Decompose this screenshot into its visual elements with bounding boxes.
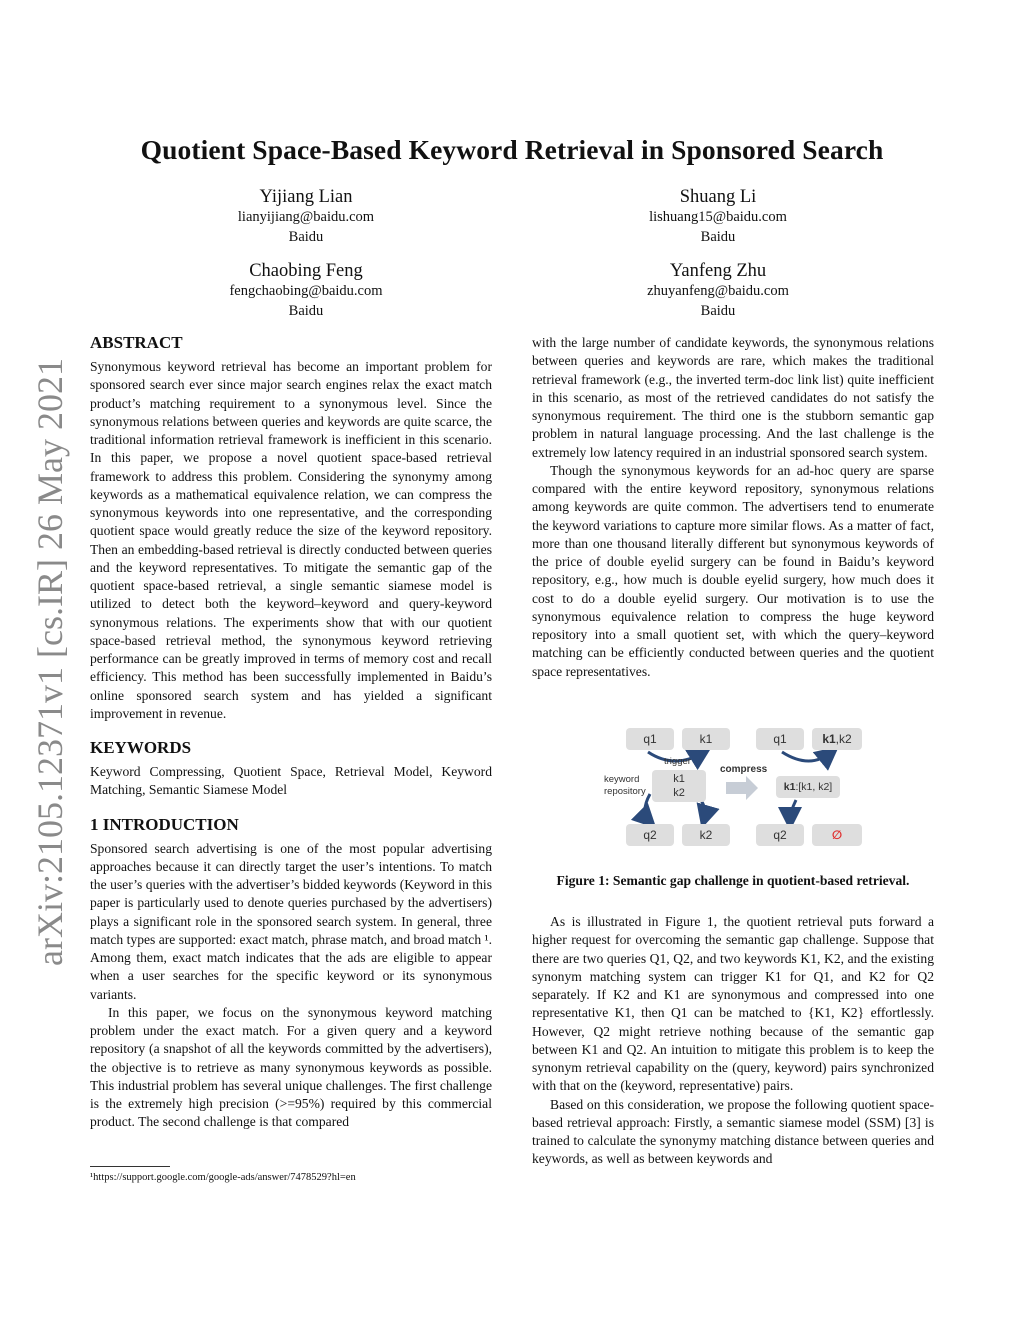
left-column <box>90 332 492 1132</box>
keywords-text: Keyword Compressing, Quotient Space, Retrieval Model, Keyword Matching, Semantic Siamese Model <box>90 764 492 798</box>
right-paragraph-2: Though the synonymous keywords for an ad-hoc query are sparse compared with the entire keyword repository, synonymous relations among keywords are quite common. The advertisers tend to enumerate the keyword variations to capture more similar flows. As a matter of fact, more than one thousand literally different but synonymous keywords of the price of double eyelid surgery can be found in Baidu’s keyword repository, e.g., how much is double eyelid surgery, how much does it cost to do a double eyelid surgery. Our motivation is to use the synonymous equivalence relation to compress the huge keyword repository into a small quotient set, with which the query–keyword matching can be efficiently conducted between queries and the quotient space representatives. <box>532 462 934 679</box>
author-affiliation: Baidu <box>288 303 324 319</box>
down-arrow <box>790 800 796 822</box>
author-email: fengchaobing@baidu.com <box>229 283 383 299</box>
right-column-bottom <box>532 913 934 1169</box>
arxiv-identifier: arXiv:2105.12371v1 [cs.IR] 26 May 2021 <box>30 358 70 966</box>
footnote-rule <box>90 1166 170 1167</box>
author-name: Yanfeng Zhu <box>669 261 767 281</box>
right-query-box: q1 <box>756 728 804 750</box>
figure-1 <box>600 722 870 856</box>
author-name: Chaobing Feng <box>249 261 363 281</box>
right-column-top <box>532 334 934 681</box>
repo-label-line-1: keyword <box>604 774 640 785</box>
keywords-heading: KEYWORDS <box>90 738 192 757</box>
right-paragraph-3: As is illustrated in Figure 1, the quotient retrieval puts forward a higher request for overcoming the semantic gap challenge. Suppose that there are two queries Q1, Q2, and two keywords K1, K2, and the existing synonym matching system can trigger K1 for Q1, and K2 for Q2 separately. If K2 and K1 are synonymous and compressed into one representative K1, then Q1 can be matched to {K1, K2} effortlessly. However, Q2 might retrieve nothing because of the semantic gap between K1 and Q2. An intuition to mitigate this problem is to keep the synonym retrieval capability on the (query, keyword) pairs synchronized with that on the (keyword, representative) pairs. <box>532 914 934 1094</box>
compress-label: compress <box>720 764 768 775</box>
abstract-text: Synonymous keyword retrieval has become an important problem for sponsored search ever since major search engines relax the exact match product’s matching requirement to a synonymous level. Since the synonymous relations between queries and keywords are quite scarce, the traditional information retrieval framework is inefficient in this scenario. In this paper, we propose a novel quotient space-based retrieval framework to address this problem. Considering the synonymy among keywords as a mathematical equivalence relation, we can compress the synonymous keywords into one representative, and the corresponding quotient space would greatly reduce the size of the keyword repository. Then an embedding-based retrieval is directly conducted between queries and the keyword representatives. To mitigate the semantic gap of the quotient space-based retrieval, a single semantic siamese model is utilized to detect both the keyword–keyword and query-keyword synonymous relations. The experiments show that with our quotient space-based retrieval method, the synonymous keyword retrieving performance can be greatly improved in terms of memory cost and recall efficiency. This method has been successfully implemented in Baidu’s online sponsored search system and has yielded a significant improvement in revenue. <box>90 359 492 721</box>
mid-representative-bold: k1 <box>783 781 796 793</box>
paper-title: Quotient Space-Based Keyword Retrieval in Sponsored Search <box>140 134 884 165</box>
author-email: lianyijiang@baidu.com <box>237 209 375 225</box>
right-keyword-box <box>812 728 862 750</box>
author-email: lishuang15@baidu.com <box>649 209 787 225</box>
query-box: q1 <box>626 728 674 750</box>
author-affiliation: Baidu <box>700 303 736 319</box>
author-affiliation: Baidu <box>288 229 324 245</box>
author-email: zhuyanfeng@baidu.com <box>647 283 789 299</box>
intro-paragraph-1: Sponsored search advertising is one of the most popular advertising approaches because it can directly target the user’s intentions. To match the user’s queries with the advertiser’s bidded keywords (Keyword in this paper is particularly used to denote queries purchased by the advertisers) plays a significant role in the sponsored search system. In general, three match types are supported: exact match, phrase match, and broad match ¹. Among them, exact match indicates that the ads are eligible to appear when a user searches for the specific keyword or its synonymous variants. <box>90 840 492 1002</box>
keyword-2-box: k2 <box>682 824 730 846</box>
right-trigger-arrow <box>782 752 832 761</box>
right-paragraph-4: Based on this consideration, we propose the following quotient space-based retrieval approach: Firstly, a semantic siamese model (SSM) [3] is trained to calculate the synonymy matching distance between queries and keywords, as well as between keywords and <box>532 1096 934 1167</box>
author-name: Yijiang Lian <box>259 187 353 207</box>
repo-keyword-2: k2 <box>673 787 685 799</box>
mid-representative-rest: :[k1, k2] <box>795 781 833 793</box>
repo-label-line-2: repository <box>604 786 646 797</box>
keyword-box: k1 <box>682 728 730 750</box>
representative-rest: ,k2 <box>835 732 852 746</box>
representative-box <box>776 776 840 798</box>
author-block <box>568 187 868 247</box>
author-block <box>568 261 868 321</box>
figure-caption: Figure 1: Semantic gap challenge in quotient-based retrieval. <box>556 873 910 888</box>
query-2-box: q2 <box>626 824 674 846</box>
trigger-label: trigger <box>664 756 691 767</box>
right-paragraph-1: with the large number of candidate keywords, the synonymous relations between queries and keywords are rare, which makes the traditional retrieval framework (e.g., the inverted term-doc link list) quite inefficient in this scenario, as most of the retrieved candidates do not satisfy the synonymous requirement. The third one is the stubborn semantic gap problem in natural language processing. And the last challenge is the extremely low latency required in an industrial sponsored search system. <box>532 335 934 460</box>
author-name: Shuang Li <box>679 187 757 207</box>
right-query-2-box: q2 <box>756 824 804 846</box>
empty-set-box: ∅ <box>812 824 862 846</box>
footnote: ¹https://support.google.com/google-ads/answer/7478529?hl=en <box>90 1172 356 1183</box>
intro-paragraph-2: In this paper, we focus on the synonymous keyword matching problem under the exact match. For a given query and a keyword repository (a snapshot of all the keywords committed by the advertisers), the objective is to retrieve as many synonymous keywords as possible. This industrial problem has several unique challenges. The first challenge is the extremely high precision (>=95%) required by this commercial product. The second challenge is that compared <box>90 1004 492 1130</box>
representative-bold: k1 <box>822 732 836 746</box>
introduction-heading: 1 INTRODUCTION <box>90 814 239 834</box>
left-arrow <box>645 794 650 822</box>
repository-box <box>652 770 706 802</box>
author-affiliation: Baidu <box>700 229 736 245</box>
repo-keyword-1: k1 <box>673 773 685 785</box>
author-block <box>156 261 456 321</box>
compress-arrow <box>726 776 758 800</box>
author-block <box>156 187 456 247</box>
abstract-heading: ABSTRACT <box>90 333 183 352</box>
